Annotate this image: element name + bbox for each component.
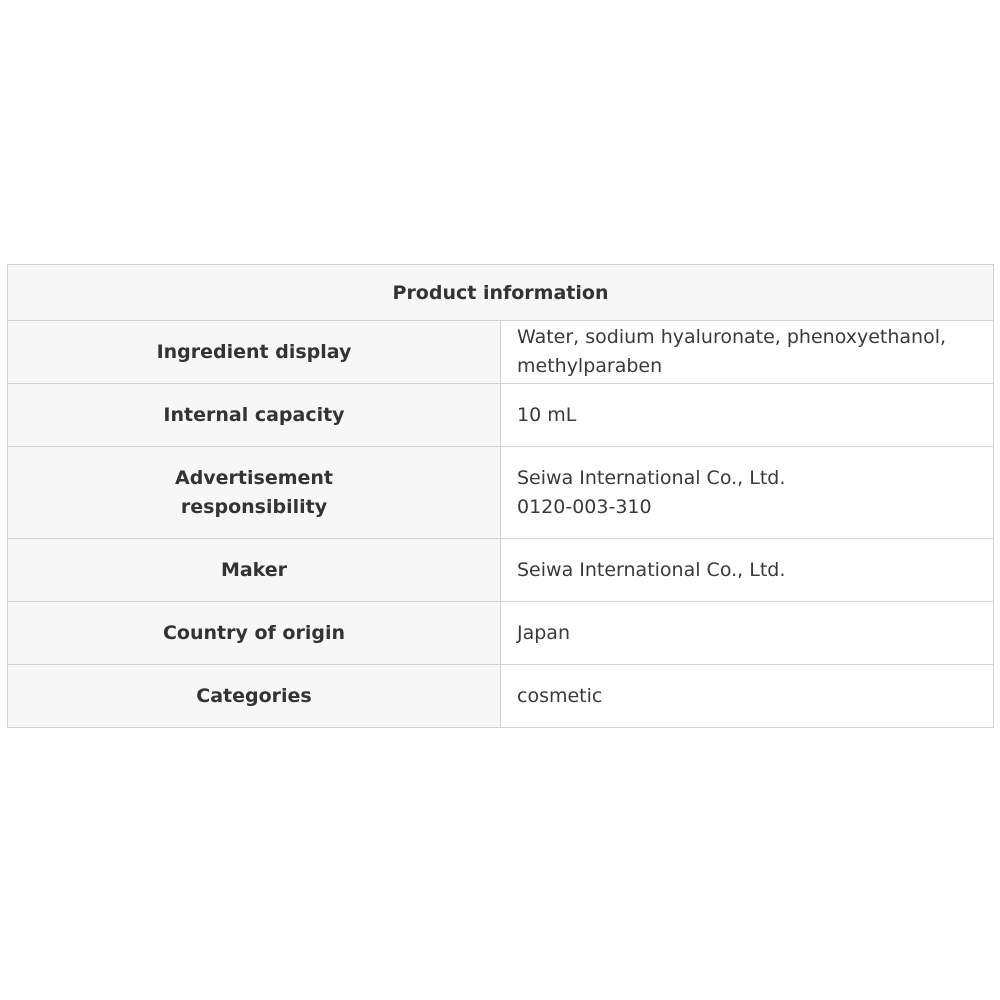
- row-value: Seiwa International Co., Ltd. 0120-003-310: [501, 447, 994, 539]
- product-information-table: [7, 264, 994, 728]
- row-value: Water, sodium hyaluronate, phenoxyethanol, methylparaben: [501, 321, 994, 384]
- row-label: Country of origin: [8, 602, 501, 665]
- row-label: Categories: [8, 665, 501, 728]
- row-value: 10 mL: [501, 384, 994, 447]
- row-label: Internal capacity: [8, 384, 501, 447]
- row-label: Advertisement responsibility: [8, 447, 501, 539]
- table-row-maker: [8, 539, 994, 602]
- row-value: Seiwa International Co., Ltd.: [501, 539, 994, 602]
- table-row-advertisement-responsibility: [8, 447, 994, 539]
- row-value: Japan: [501, 602, 994, 665]
- table-row-internal-capacity: [8, 384, 994, 447]
- table-row-ingredient-display: [8, 321, 994, 384]
- table-row-country-of-origin: [8, 602, 994, 665]
- table-header-row: [8, 265, 994, 321]
- table-row-categories: [8, 665, 994, 728]
- row-label: Maker: [8, 539, 501, 602]
- row-label: Ingredient display: [8, 321, 501, 384]
- row-value: cosmetic: [501, 665, 994, 728]
- table-title: Product information: [8, 265, 994, 321]
